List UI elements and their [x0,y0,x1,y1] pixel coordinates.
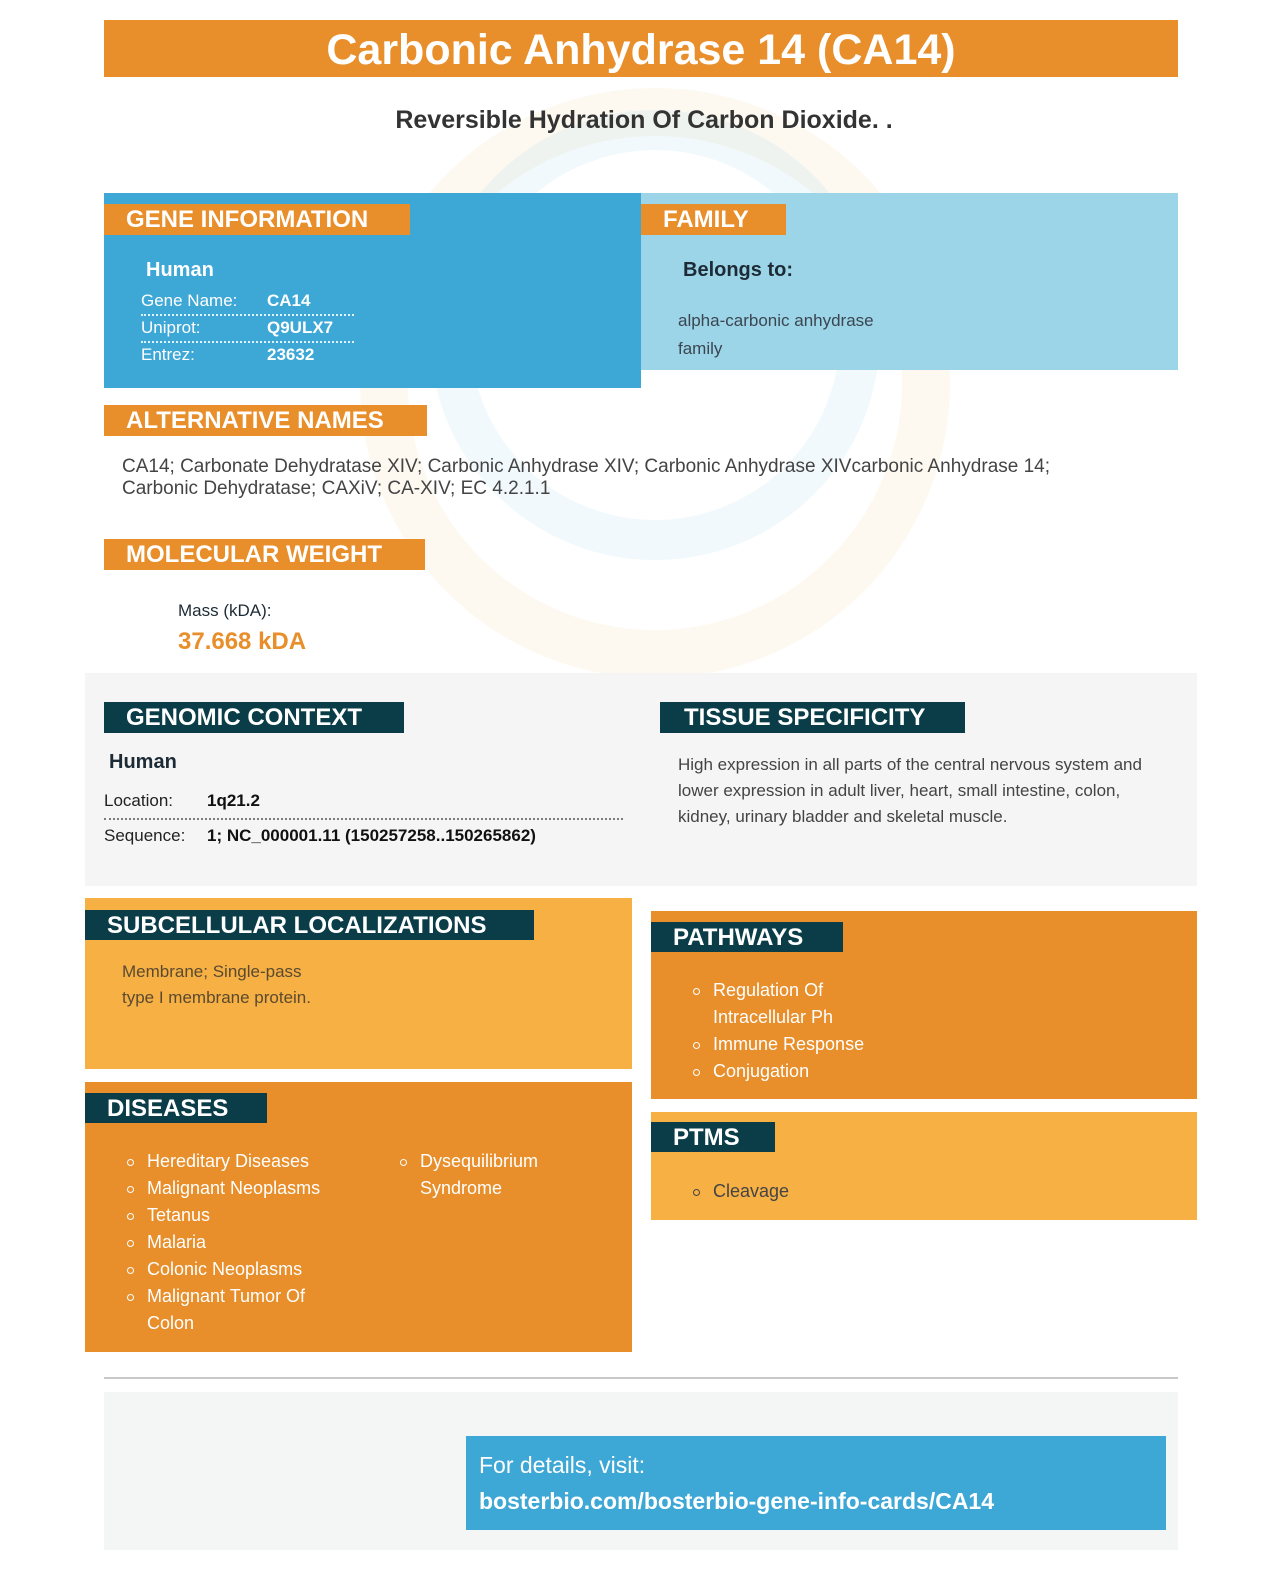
family-line: family [678,339,723,358]
sequence-value: 1; NC_000001.11 (150257258..150265862) [207,826,536,845]
tissue-line: High expression in all parts of the central nervous system and [678,755,1142,774]
list-item [127,1256,320,1283]
uniprot-value: Q9ULX7 [267,318,334,337]
subcellular-line: type I membrane protein. [122,988,311,1007]
gene-species: Human [146,259,214,281]
list-item [127,1283,320,1337]
mass-value: 37.668 kDA [178,628,307,655]
tissue-specificity-text [678,752,1142,830]
list-item [693,1178,789,1205]
disease-name: Malignant Tumor Of [147,1286,306,1306]
alternative-names-text [122,456,1050,500]
footer-divider [104,1377,1178,1379]
list-item [127,1202,320,1229]
pathways-list [693,977,864,1085]
divider [104,818,623,820]
list-item [693,1058,864,1085]
list-item [693,977,864,1031]
uniprot-label: Uniprot: [141,318,201,337]
family-heading: FAMILY [641,204,786,235]
alternative-names-line: Carbonic Dehydratase; CAXiV; CA-XIV; EC 4.2.1.1 [122,478,551,499]
gene-name-label: Gene Name: [141,291,238,310]
list-item [127,1148,320,1175]
diseases-heading: DISEASES [85,1093,267,1123]
family-line: alpha-carbonic anhydrase [678,311,874,330]
diseases-list-col2 [400,1148,538,1202]
ptms-list [693,1178,789,1205]
list-item [693,1031,864,1058]
diseases-list-col1 [127,1148,320,1337]
disease-name: Syndrome [420,1178,503,1198]
page-title: Carbonic Anhydrase 14 (CA14) [104,20,1178,77]
divider [141,314,354,316]
gene-information-heading: GENE INFORMATION [104,204,410,235]
list-item [127,1175,320,1202]
family-belongs-label: Belongs to: [683,259,793,281]
ptm-name: Cleavage [713,1181,790,1201]
alternative-names-line: CA14; Carbonate Dehydratase XIV; Carbonic Anhydrase XIV; Carbonic Anhydrase XIVcarbonic Anhydrase 14; [122,456,1051,477]
pathways-heading: PATHWAYS [651,922,843,952]
disease-name: Malaria [147,1232,207,1252]
sequence-label: Sequence: [104,826,186,845]
page-subtitle: Reversible Hydration Of Carbon Dioxide. . [395,106,893,134]
pathway-name: Conjugation [713,1061,810,1081]
gene-name-value: CA14 [267,291,311,310]
disease-name: Tetanus [147,1205,211,1225]
pathway-name: Immune Response [713,1034,865,1054]
family-value [678,307,874,363]
entrez-label: Entrez: [141,345,195,364]
disease-name: Malignant Neoplasms [147,1178,321,1198]
subcellular-line: Membrane; Single-pass [122,962,302,981]
alternative-names-heading: ALTERNATIVE NAMES [104,405,427,436]
tissue-line: lower expression in adult liver, heart, small intestine, colon, [678,781,1121,800]
list-item [127,1229,320,1256]
tissue-line: kidney, urinary bladder and skeletal muscle. [678,807,1008,826]
list-item [400,1148,538,1202]
disease-name: Colonic Neoplasms [147,1259,303,1279]
divider [141,341,354,343]
disease-name: Hereditary Diseases [147,1151,310,1171]
tissue-specificity-heading: TISSUE SPECIFICITY [660,702,965,733]
disease-name: Colon [147,1313,195,1333]
details-label: For details, visit: [479,1452,646,1478]
molecular-weight-heading: MOLECULAR WEIGHT [104,539,425,570]
ptms-heading: PTMS [651,1122,775,1152]
mass-label: Mass (kDA): [178,601,272,620]
pathway-name: Regulation Of [713,980,824,1000]
genomic-context-heading: GENOMIC CONTEXT [104,702,404,733]
pathway-name: Intracellular Ph [713,1007,834,1027]
entrez-value: 23632 [267,345,315,364]
subcellular-text [122,959,311,1011]
location-value: 1q21.2 [207,791,260,810]
location-label: Location: [104,791,173,810]
subcellular-heading: SUBCELLULAR LOCALIZATIONS [85,910,534,940]
details-card [466,1436,1166,1530]
genomic-species: Human [109,751,177,773]
disease-name: Dysequilibrium [420,1151,539,1171]
details-link[interactable]: bosterbio.com/bosterbio-gene-info-cards/CA14 [479,1488,995,1514]
